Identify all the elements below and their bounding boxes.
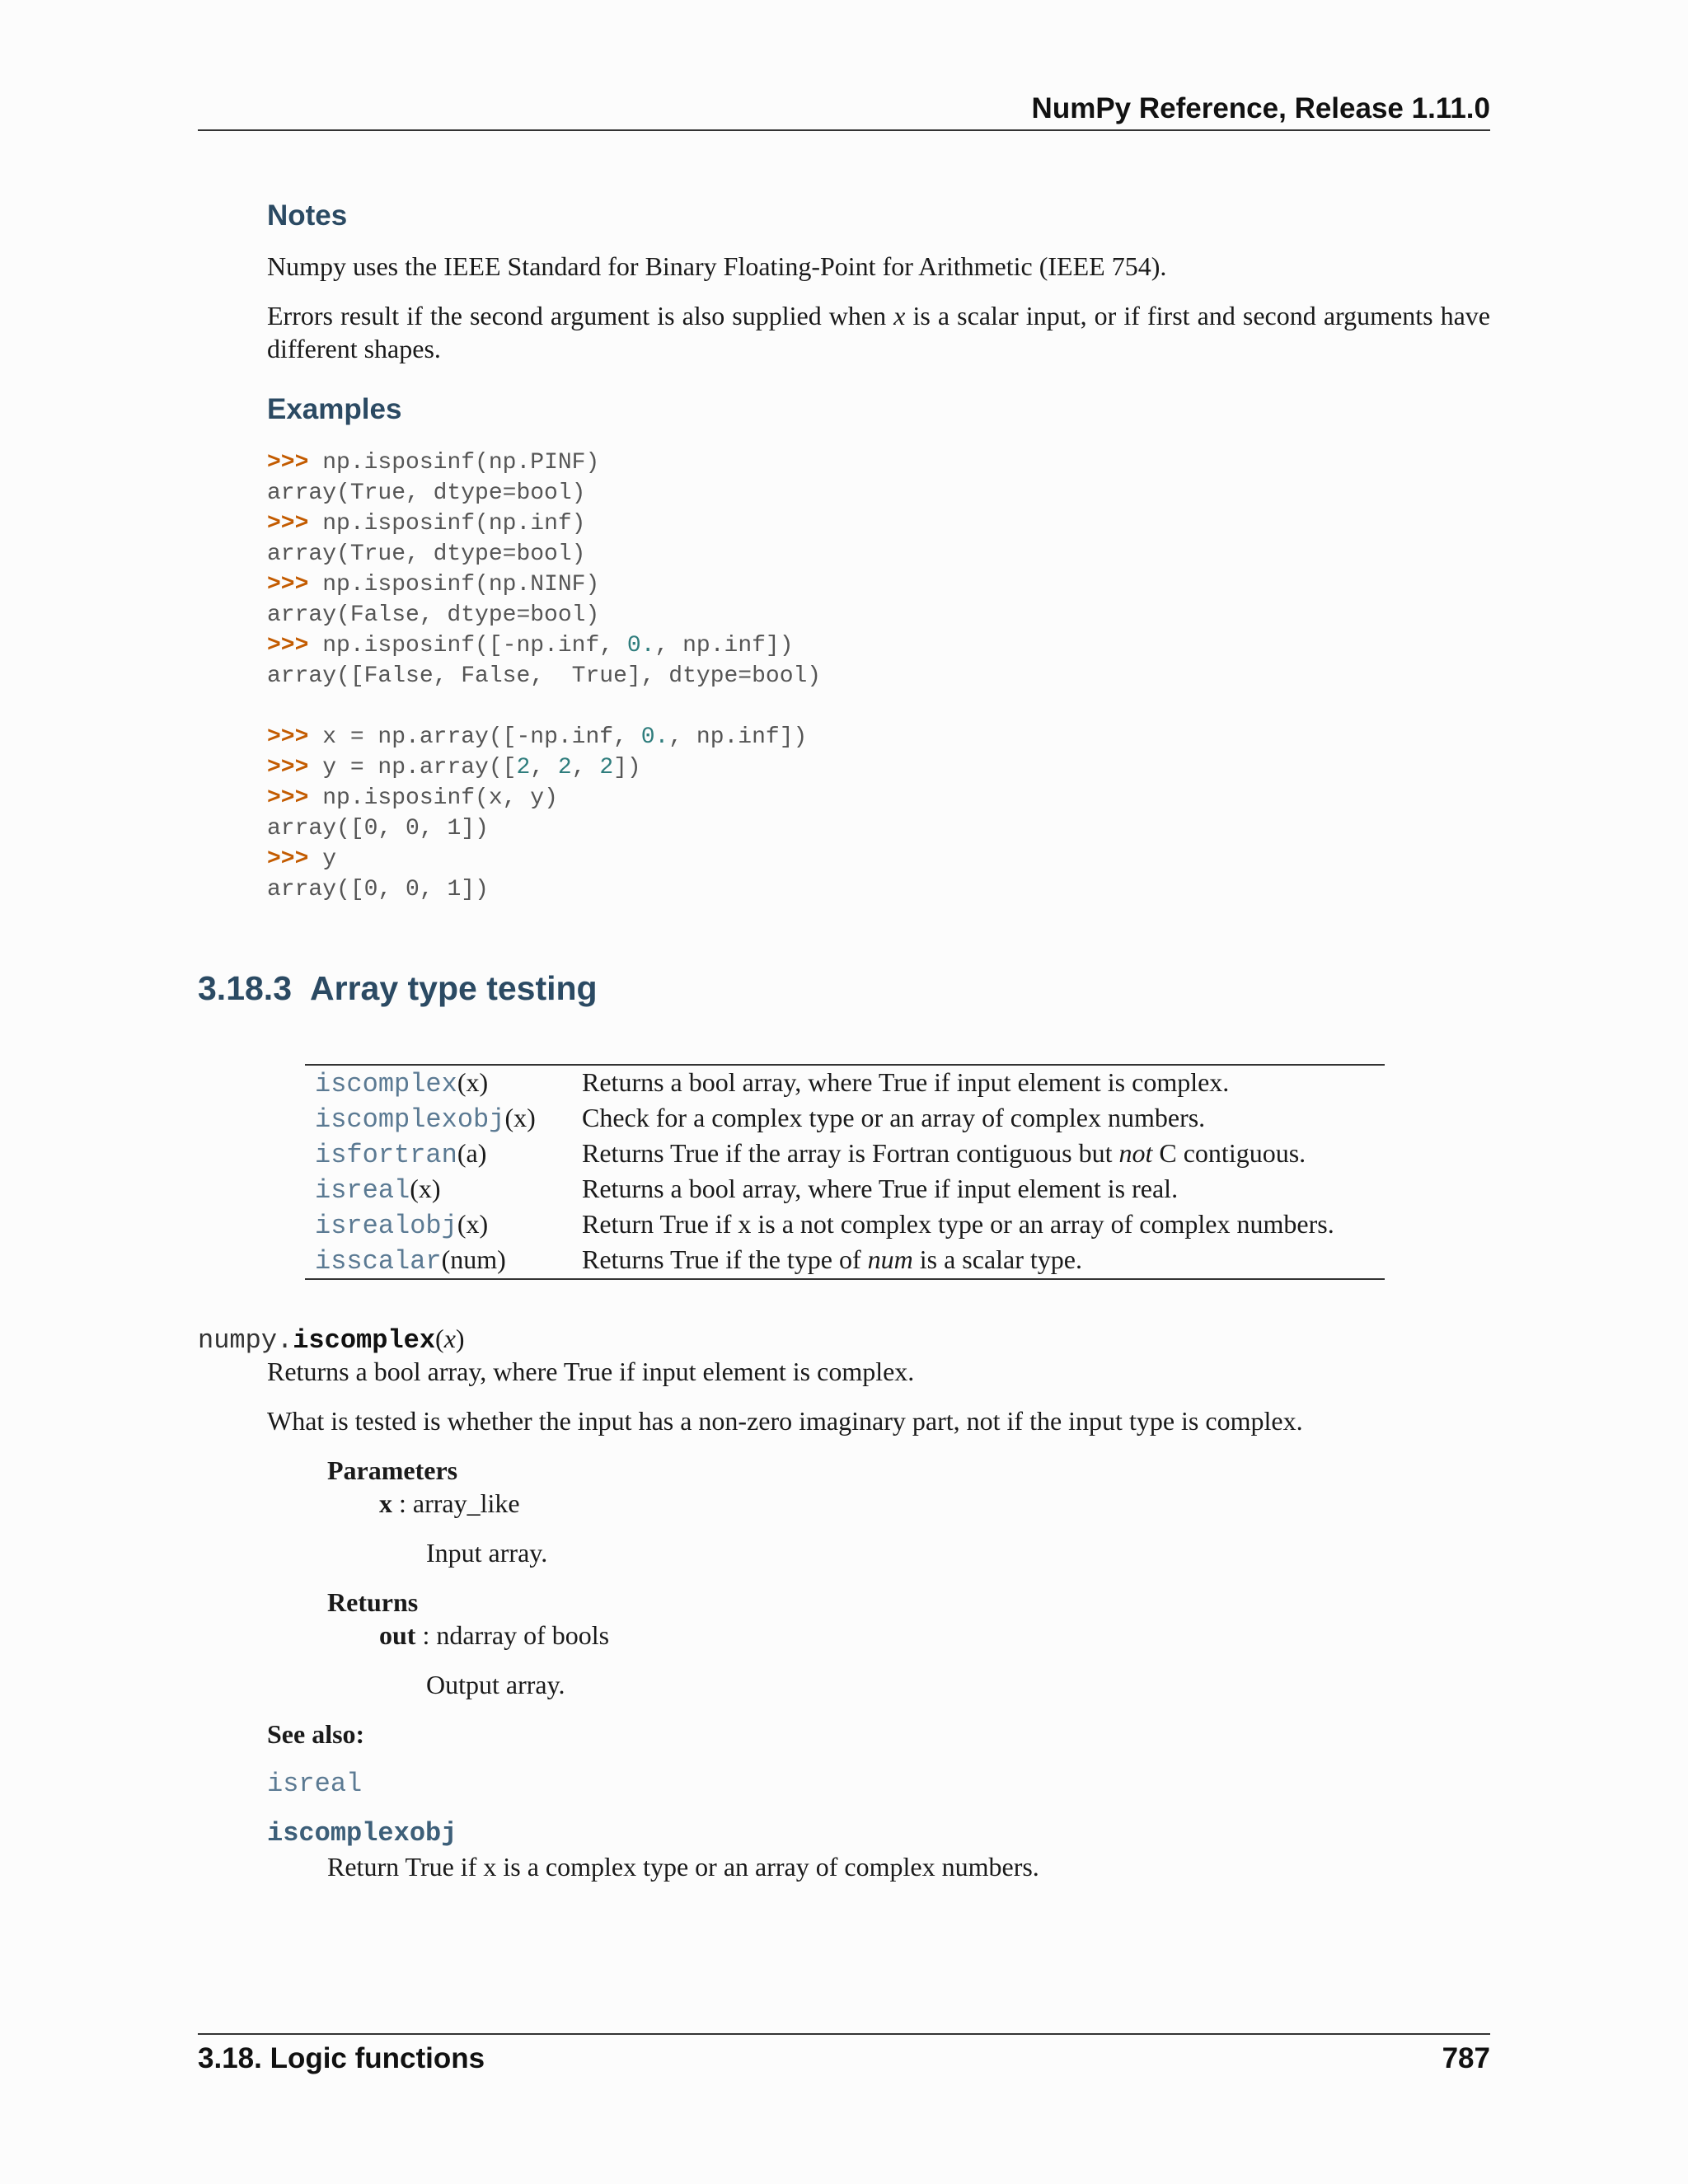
page-number: 787 [1442, 2042, 1490, 2074]
returns-label: Returns [327, 1587, 419, 1617]
code-block-2 [267, 722, 807, 905]
signature-name: iscomplex [293, 1325, 436, 1356]
param-x-description: Input array. [426, 1538, 548, 1568]
function-description: Returns a bool array, where True if input element is real. [582, 1174, 1179, 1203]
examples-heading: Examples [267, 393, 402, 425]
variable-x: x [893, 301, 906, 330]
function-link-isreal[interactable]: isreal [315, 1175, 410, 1206]
function-description: Returns True if the type of num is a scalar type. [582, 1244, 1082, 1274]
function-link-isfortran[interactable]: isfortran [315, 1140, 457, 1170]
code-line: array(True, dtype=bool) [267, 541, 586, 567]
see-also-label: See also: [267, 1719, 365, 1749]
section-title: Array type testing [310, 969, 598, 1007]
function-description: Returns a bool array, where True if input element is complex. [582, 1067, 1230, 1097]
prompt-marker: >>> [267, 633, 309, 658]
running-header: NumPy Reference, Release 1.11.0 [1031, 92, 1490, 124]
section-number: 3.18.3 [198, 969, 292, 1007]
signature-arg: x [443, 1324, 456, 1353]
prompt-marker: >>> [267, 511, 309, 537]
table-row: iscomplex(x) Returns a bool array, where True if input element is complex. [305, 1065, 1385, 1101]
code-line: >>> np.isposinf(x, y) [267, 785, 558, 811]
see-also-link-isreal[interactable]: isreal [267, 1769, 363, 1799]
see-also-iscomplexobj-description: Return True if x is a complex type or an array of complex numbers. [327, 1852, 1039, 1882]
function-link-iscomplexobj[interactable]: iscomplexobj [315, 1104, 505, 1135]
code-line: >>> np.isposinf([-np.inf, 0., np.inf]) [267, 633, 794, 658]
footer-section: 3.18. Logic functions [198, 2042, 485, 2074]
table-row: isrealobj(x) Return True if x is a not complex type or an array of complex numbers. [305, 1207, 1385, 1243]
see-also-link-iscomplexobj[interactable]: iscomplexobj [267, 1818, 457, 1849]
code-line: >>> y [267, 846, 337, 872]
table-row: isfortran(a) Returns True if the array is Fortran contiguous but not C contiguous. [305, 1137, 1385, 1172]
table-row: isscalar(num) Returns True if the type of num is a scalar type. [305, 1243, 1385, 1279]
section-heading [198, 969, 598, 1008]
code-line: array([0, 0, 1]) [267, 816, 489, 841]
function-summary: Returns a bool array, where True if input element is complex. [267, 1357, 915, 1386]
table-row: isreal(x) Returns a bool array, where True if input element is real. [305, 1172, 1385, 1207]
function-link-iscomplex[interactable]: iscomplex [315, 1069, 457, 1099]
code-line: >>> np.isposinf(np.NINF) [267, 572, 600, 598]
notes-paragraph-2: Errors result if the second argument is also supplied when x is a scalar input, or if first and second arguments have different shapes. [267, 301, 1491, 363]
return-out: out : ndarray of bools [379, 1620, 610, 1650]
parameters-label: Parameters [327, 1455, 458, 1485]
code-line: >>> np.isposinf(np.PINF) [267, 450, 600, 476]
prompt-marker: >>> [267, 755, 309, 780]
header-rule [198, 129, 1490, 131]
function-description: Check for a complex type or an array of complex numbers. [582, 1103, 1206, 1132]
param-x: x : array_like [379, 1488, 520, 1518]
signature-module: numpy. [198, 1325, 293, 1356]
code-line: array(False, dtype=bool) [267, 602, 600, 628]
function-detail: What is tested is whether the input has a non-zero imaginary part, not if the input type is complex. [267, 1406, 1303, 1436]
return-out-description: Output array. [426, 1670, 565, 1699]
code-line: array([False, False, True], dtype=bool) [267, 663, 822, 689]
code-line: array([0, 0, 1]) [267, 877, 489, 902]
table-row: iscomplexobj(x) Check for a complex type or an array of complex numbers. [305, 1101, 1385, 1137]
function-signature: numpy.iscomplex(x) [198, 1324, 465, 1356]
footer-rule [198, 2033, 1490, 2035]
prompt-marker: >>> [267, 724, 309, 750]
function-link-isrealobj[interactable]: isrealobj [315, 1211, 457, 1241]
code-block-1 [267, 448, 821, 691]
function-description: Returns True if the array is Fortran contiguous but not C contiguous. [582, 1138, 1306, 1168]
code-line: >>> y = np.array([2, 2, 2]) [267, 755, 641, 780]
notes-paragraph-1: Numpy uses the IEEE Standard for Binary Floating-Point for Arithmetic (IEEE 754). [267, 251, 1167, 281]
function-link-isscalar[interactable]: isscalar [315, 1246, 442, 1277]
code-line: >>> x = np.array([-np.inf, 0., np.inf]) [267, 724, 808, 750]
prompt-marker: >>> [267, 450, 309, 476]
summary-table [305, 1064, 1385, 1280]
prompt-marker: >>> [267, 785, 309, 811]
notes-heading: Notes [267, 199, 348, 232]
code-line: >>> np.isposinf(np.inf) [267, 511, 586, 537]
prompt-marker: >>> [267, 846, 309, 872]
prompt-marker: >>> [267, 572, 309, 598]
code-line: array(True, dtype=bool) [267, 480, 586, 506]
function-description: Return True if x is a not complex type or an array of complex numbers. [582, 1209, 1334, 1239]
